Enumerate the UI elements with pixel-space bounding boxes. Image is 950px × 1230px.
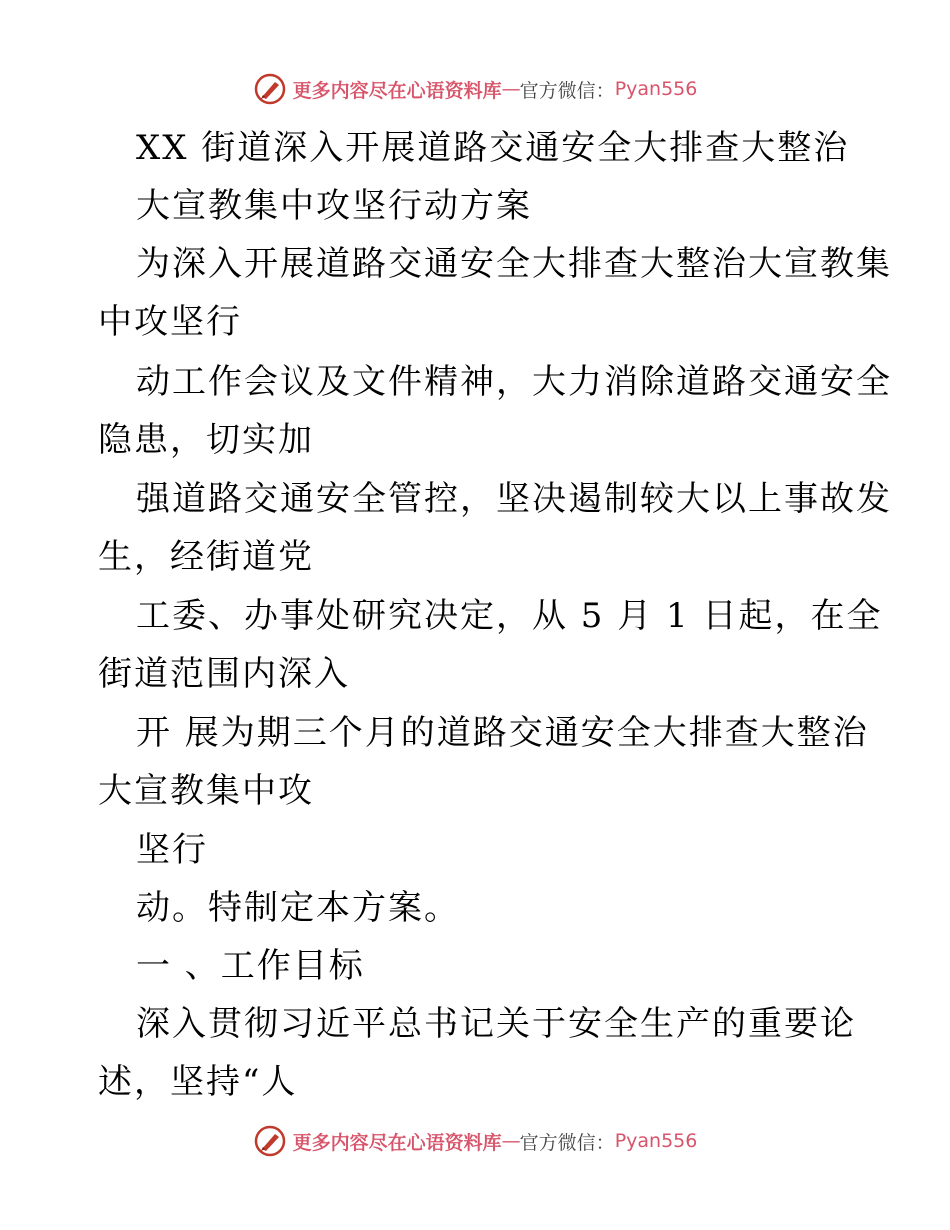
pen-logo-icon bbox=[253, 1124, 287, 1158]
doc-line: 述，坚持“人 bbox=[98, 1062, 298, 1102]
section-heading: 一 、工作目标 bbox=[136, 946, 365, 986]
doc-line: 动。特制定本方案。 bbox=[136, 888, 460, 928]
doc-line: 动工作会议及文件精神，大力消除道路交通安全 bbox=[136, 362, 892, 402]
pen-logo-icon bbox=[253, 72, 287, 106]
doc-line: 隐患，切实加 bbox=[98, 420, 314, 460]
doc-line: 深入贯彻习近平总书记关于安全生产的重要论 bbox=[136, 1004, 856, 1044]
header-wechat-label: 官方微信： bbox=[519, 79, 615, 102]
footer-watermark bbox=[0, 1124, 950, 1158]
doc-line: 大宣教集中攻 bbox=[98, 771, 314, 811]
doc-line: 为深入开展道路交通安全大排查大整治大宣教集 bbox=[136, 244, 892, 284]
doc-title-line-2: 大宣教集中攻坚行动方案 bbox=[136, 186, 532, 226]
footer-site-name: 更多内容尽在心语资料库 bbox=[292, 1131, 502, 1154]
doc-line: 强道路交通安全管控，坚决遏制较大以上事故发 bbox=[136, 479, 892, 519]
header-site-name: 更多内容尽在心语资料库 bbox=[292, 79, 502, 102]
doc-line: 坚行 bbox=[136, 830, 208, 870]
footer-wechat-label: 官方微信： bbox=[519, 1131, 615, 1154]
footer-dash: — bbox=[501, 1130, 520, 1152]
doc-line: 街道范围内深入 bbox=[98, 654, 350, 694]
doc-line: 工委、办事处研究决定，从 5 月 1 日起，在全 bbox=[136, 596, 883, 636]
header-dash: — bbox=[501, 78, 520, 100]
doc-line: 开 展为期三个月的道路交通安全大排查大整治 bbox=[136, 713, 869, 753]
footer-wechat-id: Pyan556 bbox=[614, 1130, 698, 1152]
doc-line: 生，经街道党 bbox=[98, 537, 314, 577]
header-wechat-id: Pyan556 bbox=[614, 78, 698, 100]
doc-title-line-1: XX 街道深入开展道路交通安全大排查大整治 bbox=[136, 128, 850, 168]
header-watermark bbox=[0, 72, 950, 106]
doc-line: 中攻坚行 bbox=[98, 302, 242, 342]
